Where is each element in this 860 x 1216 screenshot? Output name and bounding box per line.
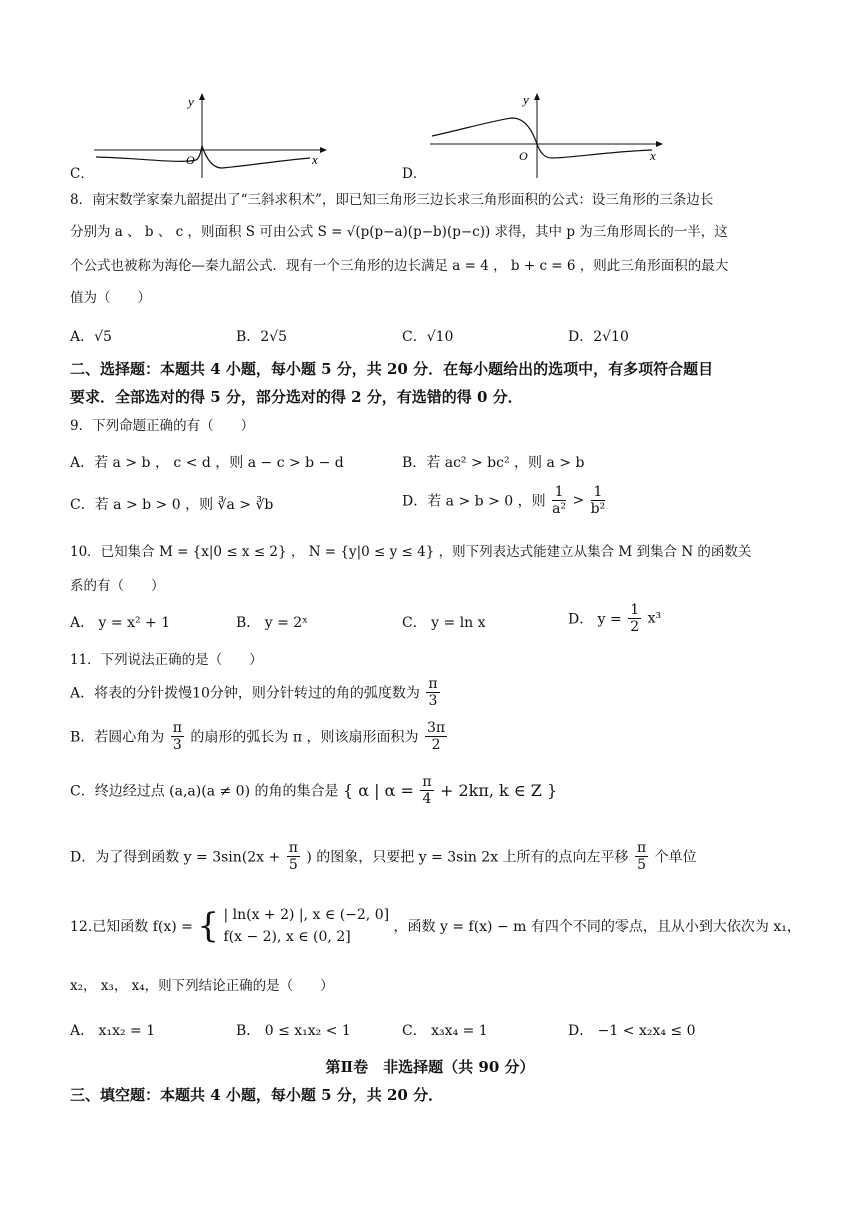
q9-d-left-num: 1 bbox=[552, 484, 566, 501]
q8-option-b: B．2√5 bbox=[236, 329, 288, 345]
q12-post: ，函数 y = f(x) − m 有四个不同的零点，且从小到大依次为 x₁， bbox=[393, 919, 801, 935]
q12-case1: | ln(x + 2) |, x ∈ (−2, 0] bbox=[223, 907, 390, 923]
q11-a-den: 3 bbox=[428, 693, 438, 709]
q8-line2: 分别为 a 、 b 、 c ，则面积 S 可由公式 S = √(p(p−a)(p−b)(p−c)) 求得，其中 p 为三角形周长的一半，这 bbox=[70, 224, 728, 240]
q11-option-d bbox=[70, 840, 697, 873]
q9-d-right-num: 1 bbox=[591, 484, 606, 501]
part2-title: 第Ⅱ卷 非选择题（共 90 分） bbox=[325, 1058, 535, 1076]
graph-c-x-label: x bbox=[312, 152, 318, 167]
graph-c-label: C． bbox=[70, 166, 94, 182]
q10-option-d bbox=[568, 602, 661, 635]
q11-b-text: B．若圆心角为 bbox=[70, 729, 165, 746]
q10-option-a: A． y = x² + 1 bbox=[70, 615, 171, 631]
graph-d-label: D． bbox=[402, 166, 427, 182]
q9-d-left-fraction bbox=[552, 484, 566, 517]
graph-d bbox=[420, 88, 680, 180]
q11-d-den2: 5 bbox=[637, 857, 647, 873]
q10-option-c: C． y = ln x bbox=[402, 615, 486, 631]
q12-option-a: A． x₁x₂ = 1 bbox=[70, 1023, 156, 1039]
q11-b-num2: 3π bbox=[426, 720, 446, 736]
q11-c-den: 4 bbox=[422, 791, 432, 807]
q11-option-b bbox=[70, 720, 449, 753]
q8-line4: 值为（ ） bbox=[70, 290, 151, 306]
q11-d-fraction1 bbox=[287, 840, 300, 873]
q12-option-d: D． −1 < x₂x₄ ≤ 0 bbox=[568, 1023, 696, 1039]
q10-d-num: 1 bbox=[630, 602, 640, 618]
q10-option-b: B． y = 2ˣ bbox=[236, 615, 309, 631]
q11-stem: 11．下列说法正确的是（ ） bbox=[70, 652, 263, 668]
q8-option-c: C．√10 bbox=[402, 329, 454, 345]
q12-pre: 12.已知函数 f(x) = bbox=[70, 919, 193, 935]
q9-d-right-fraction bbox=[591, 484, 606, 517]
q9-option-c: C．若 a > b > 0 ，则 ∛a > ∛b bbox=[70, 497, 274, 513]
q11-c-set-post: + 2kπ, k ∈ Z } bbox=[440, 781, 558, 800]
q11-b-mid: 的扇形的弧长为 π ，则该扇形面积为 bbox=[190, 729, 419, 746]
section2-line1: 二、选择题：本题共 4 小题，每小题 5 分，共 20 分．在每小题给出的选项中，有多项符合题目 bbox=[70, 360, 714, 378]
q11-b-fraction2 bbox=[425, 720, 447, 753]
q12-case2: f(x − 2), x ∈ (0, 2] bbox=[223, 929, 351, 945]
q9-option-d-text: D．若 a > b > 0 ，则 bbox=[402, 493, 546, 510]
q12-line1 bbox=[70, 904, 801, 948]
q9-option-b: B．若 ac² > bc² ，则 a > b bbox=[402, 455, 585, 471]
graph-d-y-label: y bbox=[523, 92, 529, 107]
q8-option-d: D．2√10 bbox=[568, 329, 629, 345]
q11-d-fraction2 bbox=[635, 840, 648, 873]
section3-title: 三、填空题：本题共 4 小题，每小题 5 分，共 20 分． bbox=[70, 1086, 444, 1104]
q11-d-post: 个单位 bbox=[654, 849, 697, 866]
q11-a-num: π bbox=[428, 676, 438, 692]
q11-option-a bbox=[70, 676, 442, 709]
q11-c-set-pre: { α | α = bbox=[342, 781, 414, 800]
q11-d-den1: 5 bbox=[288, 857, 298, 873]
q11-c-num: π bbox=[422, 774, 432, 790]
q11-a-text: A．将表的分针拨慢10分钟，则分针转过的角的弧度数为 bbox=[70, 685, 420, 702]
q12-option-b: B． 0 ≤ x₁x₂ < 1 bbox=[236, 1023, 351, 1039]
q8-option-a: A．√5 bbox=[70, 329, 112, 345]
graph-c-y-label: y bbox=[188, 94, 194, 109]
q12-cases bbox=[223, 904, 389, 948]
q8-line3: 个公式也被称为海伦—秦九韶公式．现有一个三角形的边长满足 a = 4 ， b + c = 6 ，则此三角形面积的最大 bbox=[70, 258, 729, 274]
q10-d-post: x³ bbox=[647, 610, 662, 627]
q9-option-a: A．若 a > b ， c < d ，则 a − c > b − d bbox=[70, 455, 344, 471]
q9-d-right-den: b² bbox=[590, 501, 606, 517]
q11-b-den2: 2 bbox=[431, 737, 441, 753]
q9-stem: 9．下列命题正确的有（ ） bbox=[70, 418, 255, 434]
q11-d-num1: π bbox=[288, 840, 298, 856]
q10-line2: 系的有（ ） bbox=[70, 578, 165, 594]
q10-d-den: 2 bbox=[630, 619, 640, 635]
q11-d-mid: ) 的图象，只要把 y = 3sin 2x 上所有的点向左平移 bbox=[306, 849, 629, 866]
q12-option-c: C． x₃x₄ = 1 bbox=[402, 1023, 488, 1039]
q10-d-fraction bbox=[628, 602, 641, 635]
q11-option-c bbox=[70, 774, 557, 807]
q8-line1: 8．南宋数学家秦九韶提出了“三斜求积术”，即已知三角形三边长求三角形面积的公式：设三角形的三条边长 bbox=[70, 192, 714, 208]
q12-brace: { bbox=[197, 906, 219, 946]
q9-option-d: D．若 a > b > 0 ，则 $\frac{1}{\text{a²}}$ > $\frac{1}{\text{b²}}$ bbox=[402, 484, 606, 517]
q10-line1: 10．已知集合 M = {x|0 ≤ x ≤ 2} ， N = {y|0 ≤ y ≤ 4} ，则下列表达式能建立从集合 M 到集合 N 的函数关 bbox=[70, 544, 752, 560]
graph-c-origin: O bbox=[186, 153, 195, 167]
graph-c bbox=[70, 88, 330, 180]
q11-a-fraction bbox=[426, 676, 439, 709]
section2-line2: 要求．全部选对的得 5 分，部分选对的得 2 分，有选错的得 0 分． bbox=[70, 388, 523, 406]
q9-d-left-den: a² bbox=[552, 501, 567, 517]
q11-d-text: D．为了得到函数 y = 3sin(2x + bbox=[70, 849, 281, 866]
q12-line2: x₂， x₃， x₄，则下列结论正确的是（ ） bbox=[70, 978, 334, 994]
q11-b-num1: π bbox=[172, 720, 182, 736]
q10-option-d-text: D． y = bbox=[568, 611, 622, 628]
graph-d-x-label: x bbox=[650, 148, 656, 163]
graph-d-origin: O bbox=[519, 149, 528, 163]
q11-c-text: C．终边经过点 (a,a)(a ≠ 0) 的角的集合是 bbox=[70, 783, 339, 800]
q11-b-den1: 3 bbox=[172, 737, 182, 753]
q11-c-fraction bbox=[420, 774, 433, 807]
q11-d-num2: π bbox=[637, 840, 647, 856]
q11-b-fraction1 bbox=[171, 720, 184, 753]
